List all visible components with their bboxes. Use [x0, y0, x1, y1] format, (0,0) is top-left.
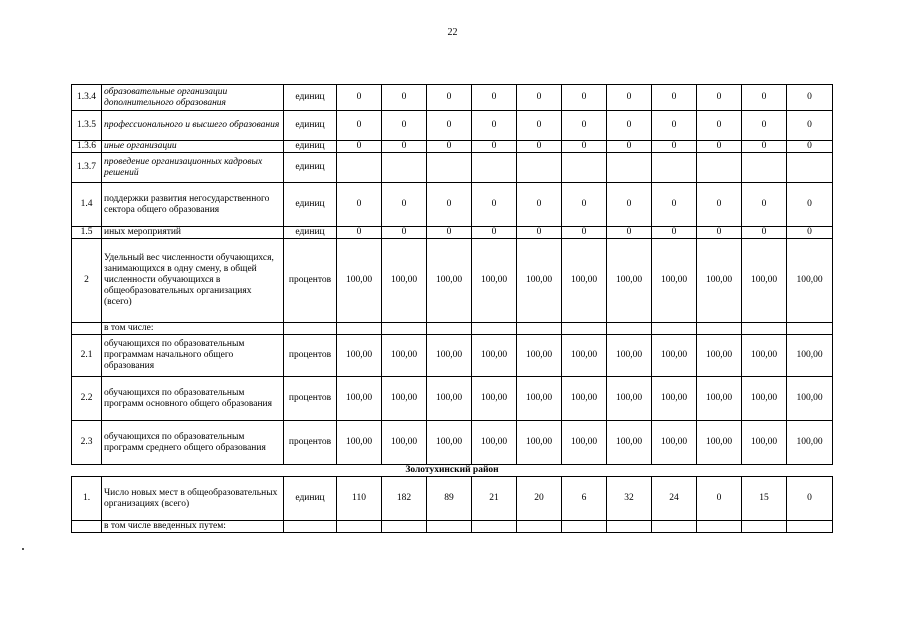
value-cell: 100,00: [697, 421, 742, 465]
value-cell: [787, 323, 833, 335]
row-name: Число новых мест в общеобразовательных организациях (всего): [102, 477, 284, 521]
value-cell: [787, 153, 833, 183]
value-cell: 0: [742, 141, 787, 153]
value-cell: 100,00: [427, 335, 472, 377]
value-cell: 100,00: [607, 239, 652, 323]
value-cell: 0: [517, 183, 562, 227]
value-cell: 100,00: [652, 239, 697, 323]
value-cell: 0: [787, 227, 833, 239]
indicators-table: [71, 84, 833, 533]
table-row: [72, 323, 833, 335]
value-cell: [517, 521, 562, 533]
value-cell: 0: [382, 227, 427, 239]
value-cell: 100,00: [472, 377, 517, 421]
row-unit: единиц: [284, 227, 337, 239]
value-cell: 100,00: [697, 335, 742, 377]
value-cell: 100,00: [742, 335, 787, 377]
row-name: Удельный вес численности обучающихся, занимающихся в одну смену, в общей численности обучающихся в общеобразовательных организациях (всего): [102, 239, 284, 323]
value-cell: 0: [427, 85, 472, 111]
value-cell: 100,00: [787, 239, 833, 323]
value-cell: 0: [697, 111, 742, 141]
value-cell: 100,00: [517, 239, 562, 323]
value-cell: 0: [337, 227, 382, 239]
value-cell: 0: [742, 183, 787, 227]
row-unit: единиц: [284, 85, 337, 111]
value-cell: 0: [607, 227, 652, 239]
value-cell: 0: [517, 85, 562, 111]
value-cell: 100,00: [427, 377, 472, 421]
value-cell: 100,00: [382, 239, 427, 323]
value-cell: [337, 153, 382, 183]
table-row: [72, 153, 833, 183]
value-cell: 100,00: [787, 335, 833, 377]
value-cell: 0: [382, 141, 427, 153]
value-cell: 89: [427, 477, 472, 521]
value-cell: 0: [382, 111, 427, 141]
value-cell: 100,00: [427, 239, 472, 323]
section-title: Золотухинский район: [72, 465, 833, 477]
value-cell: [652, 323, 697, 335]
value-cell: 0: [337, 141, 382, 153]
row-unit: единиц: [284, 141, 337, 153]
value-cell: 0: [697, 85, 742, 111]
value-cell: 100,00: [787, 377, 833, 421]
value-cell: 0: [697, 183, 742, 227]
row-number: 1.3.6: [72, 141, 102, 153]
value-cell: 100,00: [697, 239, 742, 323]
value-cell: 100,00: [472, 239, 517, 323]
value-cell: [337, 521, 382, 533]
scan-speck: [22, 548, 24, 550]
value-cell: [337, 323, 382, 335]
value-cell: 100,00: [337, 335, 382, 377]
value-cell: 100,00: [607, 377, 652, 421]
value-cell: 100,00: [517, 421, 562, 465]
row-number: 1.3.7: [72, 153, 102, 183]
value-cell: [742, 153, 787, 183]
table-row: [72, 335, 833, 377]
value-cell: 100,00: [697, 377, 742, 421]
value-cell: 0: [562, 227, 607, 239]
value-cell: 0: [742, 85, 787, 111]
value-cell: [517, 323, 562, 335]
row-name: проведение организационных кадровых решений: [102, 153, 284, 183]
row-unit: единиц: [284, 111, 337, 141]
value-cell: [382, 153, 427, 183]
value-cell: [472, 521, 517, 533]
value-cell: 100,00: [742, 377, 787, 421]
value-cell: [652, 153, 697, 183]
value-cell: 0: [652, 227, 697, 239]
row-unit: [284, 323, 337, 335]
table-row: [72, 227, 833, 239]
value-cell: 100,00: [562, 239, 607, 323]
value-cell: 0: [427, 183, 472, 227]
value-cell: 182: [382, 477, 427, 521]
value-cell: [787, 521, 833, 533]
value-cell: 0: [472, 227, 517, 239]
value-cell: [517, 153, 562, 183]
row-name: профессионального и высшего образования: [102, 111, 284, 141]
row-number: 2: [72, 239, 102, 323]
value-cell: 0: [652, 85, 697, 111]
value-cell: 0: [652, 141, 697, 153]
value-cell: 100,00: [517, 335, 562, 377]
value-cell: 0: [697, 227, 742, 239]
value-cell: [382, 521, 427, 533]
value-cell: 20: [517, 477, 562, 521]
value-cell: 100,00: [562, 421, 607, 465]
value-cell: 100,00: [337, 377, 382, 421]
value-cell: 0: [787, 141, 833, 153]
value-cell: 100,00: [562, 335, 607, 377]
value-cell: 100,00: [742, 421, 787, 465]
value-cell: 100,00: [652, 335, 697, 377]
row-name: обучающихся по образовательным программ основного общего образования: [102, 377, 284, 421]
value-cell: 100,00: [652, 421, 697, 465]
value-cell: 0: [652, 111, 697, 141]
row-name: обучающихся по образовательным программам начального общего образования: [102, 335, 284, 377]
row-unit: [284, 521, 337, 533]
value-cell: 0: [787, 477, 833, 521]
table-row: [72, 111, 833, 141]
row-number: 1.3.4: [72, 85, 102, 111]
value-cell: 0: [472, 85, 517, 111]
table-row: [72, 477, 833, 521]
row-number: 2.3: [72, 421, 102, 465]
value-cell: 100,00: [382, 377, 427, 421]
value-cell: [742, 521, 787, 533]
value-cell: 0: [607, 141, 652, 153]
value-cell: 0: [697, 141, 742, 153]
row-unit: процентов: [284, 239, 337, 323]
value-cell: 0: [517, 227, 562, 239]
value-cell: 0: [652, 183, 697, 227]
row-unit: процентов: [284, 377, 337, 421]
value-cell: 0: [337, 111, 382, 141]
value-cell: 0: [337, 85, 382, 111]
value-cell: 0: [562, 183, 607, 227]
value-cell: 0: [787, 111, 833, 141]
value-cell: [562, 153, 607, 183]
row-number: [72, 521, 102, 533]
value-cell: 0: [382, 85, 427, 111]
table-row: [72, 85, 833, 111]
value-cell: 0: [562, 85, 607, 111]
value-cell: 15: [742, 477, 787, 521]
value-cell: 0: [787, 85, 833, 111]
value-cell: [697, 323, 742, 335]
value-cell: [562, 521, 607, 533]
value-cell: [697, 521, 742, 533]
row-name: иных мероприятий: [102, 227, 284, 239]
row-unit: единиц: [284, 477, 337, 521]
value-cell: 0: [427, 141, 472, 153]
value-cell: 100,00: [562, 377, 607, 421]
section-row: [72, 465, 833, 477]
value-cell: 21: [472, 477, 517, 521]
value-cell: 100,00: [742, 239, 787, 323]
table-row: [72, 239, 833, 323]
row-unit: процентов: [284, 335, 337, 377]
value-cell: 100,00: [607, 335, 652, 377]
value-cell: 32: [607, 477, 652, 521]
value-cell: [427, 323, 472, 335]
value-cell: 0: [382, 183, 427, 227]
table-row: [72, 377, 833, 421]
value-cell: 100,00: [517, 377, 562, 421]
value-cell: 0: [472, 183, 517, 227]
value-cell: [607, 323, 652, 335]
value-cell: 100,00: [652, 377, 697, 421]
row-name: иные организации: [102, 141, 284, 153]
row-number: 1.3.5: [72, 111, 102, 141]
row-name: в том числе:: [102, 323, 284, 335]
value-cell: [607, 153, 652, 183]
value-cell: 0: [742, 111, 787, 141]
page-number: 22: [447, 27, 458, 38]
value-cell: 0: [562, 141, 607, 153]
value-cell: 100,00: [382, 335, 427, 377]
table-row: [72, 141, 833, 153]
value-cell: 100,00: [472, 335, 517, 377]
row-number: [72, 323, 102, 335]
value-cell: 0: [562, 111, 607, 141]
value-cell: 100,00: [382, 421, 427, 465]
value-cell: [652, 521, 697, 533]
table-row: [72, 421, 833, 465]
value-cell: 100,00: [337, 239, 382, 323]
row-number: 2.2: [72, 377, 102, 421]
value-cell: [697, 153, 742, 183]
value-cell: [562, 323, 607, 335]
row-unit: единиц: [284, 153, 337, 183]
value-cell: 100,00: [472, 421, 517, 465]
value-cell: 0: [742, 227, 787, 239]
value-cell: 100,00: [427, 421, 472, 465]
value-cell: 0: [607, 111, 652, 141]
row-number: 1.4: [72, 183, 102, 227]
row-number: 1.: [72, 477, 102, 521]
value-cell: 24: [652, 477, 697, 521]
value-cell: 0: [697, 477, 742, 521]
value-cell: [427, 153, 472, 183]
value-cell: 0: [607, 85, 652, 111]
value-cell: [472, 323, 517, 335]
value-cell: 0: [787, 183, 833, 227]
row-unit: процентов: [284, 421, 337, 465]
value-cell: 6: [562, 477, 607, 521]
value-cell: 0: [517, 141, 562, 153]
value-cell: 100,00: [607, 421, 652, 465]
row-number: 1.5: [72, 227, 102, 239]
value-cell: 100,00: [787, 421, 833, 465]
table-row: [72, 183, 833, 227]
value-cell: [742, 323, 787, 335]
value-cell: 110: [337, 477, 382, 521]
value-cell: 0: [427, 111, 472, 141]
row-unit: единиц: [284, 183, 337, 227]
table-row: [72, 521, 833, 533]
row-name: в том числе введенных путем:: [102, 521, 284, 533]
value-cell: [607, 521, 652, 533]
value-cell: 0: [517, 111, 562, 141]
value-cell: [472, 153, 517, 183]
value-cell: 0: [427, 227, 472, 239]
value-cell: 0: [607, 183, 652, 227]
value-cell: 0: [337, 183, 382, 227]
value-cell: 100,00: [337, 421, 382, 465]
value-cell: [382, 323, 427, 335]
row-number: 2.1: [72, 335, 102, 377]
value-cell: 0: [472, 111, 517, 141]
value-cell: 0: [472, 141, 517, 153]
row-name: образовательные организации дополнительного образования: [102, 85, 284, 111]
row-name: поддержки развития негосударственного сектора общего образования: [102, 183, 284, 227]
value-cell: [427, 521, 472, 533]
row-name: обучающихся по образовательным программ среднего общего образования: [102, 421, 284, 465]
